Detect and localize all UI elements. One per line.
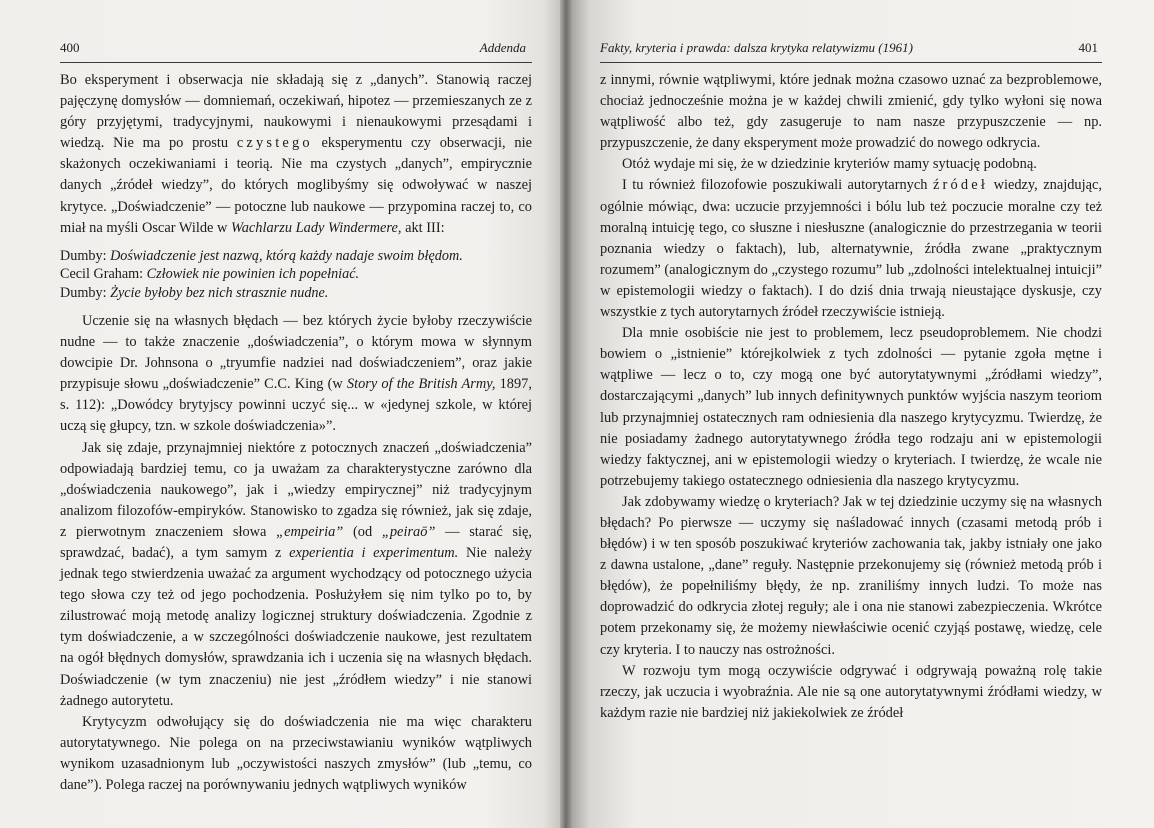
page-number: 401: [1078, 40, 1098, 55]
header-rule: [60, 62, 532, 63]
quote-line: Dumby: Doświadczenie jest nazwą, którą każdy nadaje swoim błędom.: [60, 247, 463, 264]
right-page-header: [596, 40, 1130, 60]
paragraph: I tu również filozofowie poszukiwali autorytarnych źródeł wiedzy, znajdując, ogólnie mówiąc, dwa: uczucie przyjemności i bólu lub też poczucie moralne czy też moralną intuicję tego, co słuszne i niesłuszne (analogicznie do przestrzegania w teorii poznania wiedzy o faktach), lub, alternatywnie, źródła zwane „praktycznym rozumem” (analogicznym do „czystego rozumu” lub „zdolności intelektualnej intuicji” w epistemologii wiedzy o faktach). I do dziś dnia trwają nieustające dyskusje, czy wszystkie z tych autorytarnych źródeł rzeczywiście istnieją.: [600, 177, 1102, 321]
paragraph: Jak zdobywamy wiedzę o kryteriach? Jak w tej dziedzinie uczymy się na własnych błędach? Po pierwsze — uczymy się naśladować innych (czasami metodą prób i błędów) i w ten sposób poszukiwać kryteriów zachowania tak, jakby istniały one jako z dawna ustalone, „dane” reguły. Następnie przekonujemy się (również metodą prób i błędów), że popełniliśmy błędy, że np. zraniliśmy innych ludzi. To może nas doprowadzić do odkrycia złotej reguły; ale i ona nie stanowi zabezpieczenia. Wkrótce potem przekonamy się, że możemy niewłaściwie ocenić czyjąś postawę, wiedzę, cele czy kryteria. I to nauczy nas ostrożności.: [600, 493, 1102, 658]
right-page-body: [600, 70, 1102, 724]
running-title: Fakty, kryteria i prawda: dalsza krytyka relatywizmu (1961): [600, 40, 913, 55]
paragraph: Dla mnie osobiście nie jest to problemem, lecz pseudoproblemem. Nie chodzi bowiem o „istnienie” którejkolwiek z tych zdolności — pytanie zgoła mętne i wątpliwe — lecz o to, czy mogą one być autorytatywnymi „źródłami wiedzy”, dostarczającymi „danych” lub innych definitywnych punktów wyjścia naszym teoriom lub przynajmniej ostatecznych ram odniesienia dla naszego krytycyzmu. Twierdzę, że nie posiadamy żadnego autorytatywnego źródła tego rodzaju ani w epistemologii wiedzy faktycznej, ani w epistemologii wiedzy o kryteriach. I twierdzę, że wcale nie potrzebujemy takiego ostatecznego odniesienia dla naszego krytycyzmu.: [600, 325, 1102, 489]
quote-line: Cecil Graham: Człowiek nie powinien ich popełniać.: [60, 266, 360, 283]
right-page: [566, 0, 1154, 828]
running-title: Addenda: [479, 40, 526, 55]
paragraph: Otóż wydaje mi się, że w dziedzinie kryteriów mamy sytuację podobną.: [622, 156, 1037, 173]
paragraph: z innymi, równie wątpliwymi, które jednak można czasowo uznać za bezproblemowe, chociaż jednocześnie można je w każdej chwili zmienić, gdy tylko wyłoni się nowa wątpliwość albo też, gdy zasugeruje to nam nasze przypuszczenie — np. przypuszczenie, że dany eksperyment może prowadzić do nowego odkrycia.: [600, 72, 1102, 152]
page-number: 400: [60, 40, 80, 55]
paragraph: W rozwoju tym mogą oczywiście odgrywać i odgrywają poważną rolę takie rzeczy, jak uczucia i wyobraźnia. Ale nie są one autorytatywnymi źródłami wiedzy, w każdym razie nie bardziej niż jakiekolwiek ze źródeł: [600, 662, 1102, 721]
left-page-header: [60, 40, 544, 60]
paragraph: Krytycyzm odwołujący się do doświadczenia nie ma więc charakteru autorytatywnego. Nie polega on na przeciwstawianiu wyników wątpliwych wynikom uzasadnionym lub „oczywistości naszych zmysłów” (lub „temu, co dane”). Polega raczej na porównywaniu jednych wątpliwych wyników: [60, 713, 532, 794]
paragraph: Uczenie się na własnych błędach — bez których życie byłoby rzeczywiście nudne — to także znaczenie „doświadczenia”, o którym mowa w słynnym dowcipie Dr. Johnsona o „tryumfie nadziei nad doświadczeniem”, oraz jakie przypisuje słowu „doświadczenie” C.C. King (w Story of the British Army, 1897, s. 112): „Dowódcy brytyjscy powinni uczyć się... w «jedynej szkole, w której uczą się głupcy, tzn. w szkole doświadczenia»”.: [60, 312, 532, 435]
paragraph: Jak się zdaje, przynajmniej niektóre z potocznych znaczeń „doświadczenia” odpowiadają bardziej temu, co ja uważam za charakterystyczne zarówno dla „doświadczenia naukowego”, jak i „wiedzy empirycznej” niż tradycyjnym analizom filozofów-empiryków. Stanowisko to zgadza się również, jak się zdaje, z pierwotnym znaczeniem słowa „empeiria” (od „peiraō” — starać się, sprawdzać, badać), a tym samym z experientia i experimentum. Nie należy jednak tego stwierdzenia uważać za argument wychodzący od potocznego użycia tego słowa czy też od jego pochodzenia. Posłużyłem się nim tylko po to, by zilustrować moją metodę analizy logicznej struktury doświadczenia. Zgodnie z tym doświadczenie, a w szczególności doświadczenie naukowe, jest rezultatem na ogół błędnych domysłów, sprawdzania ich i uczenia się na własnych błędach. Doświadczenie (w tym znaczeniu) nie jest „źródłem wiedzy” i nie stanowi żadnego autorytetu.: [60, 439, 533, 709]
italic-title: Wachlarzu Lady Windermere,: [231, 219, 402, 236]
left-page: [0, 0, 566, 828]
left-page-body: [60, 70, 532, 796]
dialogue-quote: [60, 247, 532, 302]
spaced-emphasis: czystego: [236, 135, 313, 152]
book-gutter: [560, 0, 572, 828]
quote-line: Dumby: Życie byłoby bez nich strasznie nudne.: [60, 284, 329, 301]
spaced-emphasis: źródeł: [932, 177, 989, 194]
paragraph: Bo eksperyment i obserwacja nie składają się z „danych”. Stanowią raczej pajęczynę domysłów — domniemań, oczekiwań, hipotez — przemieszanych ze z góry przyjętymi, tradycyjnymi, naukowymi i nienaukowymi przesądami i wiedzą. Nie ma po prostu czystego eksperymentu czy obserwacji, nie skażonych oczekiwaniami i teorią. Nie ma czystych „danych”, empirycznie danych „źródeł wiedzy”, do których moglibyśmy się odwoływać w naszej krytyce. „Doświadczenie” — potoczne lub naukowe — przypomina raczej to, co miał na myśli Oscar Wilde w Wachlarzu Lady Windermere, akt III:: [60, 72, 532, 236]
header-rule: [600, 62, 1102, 63]
